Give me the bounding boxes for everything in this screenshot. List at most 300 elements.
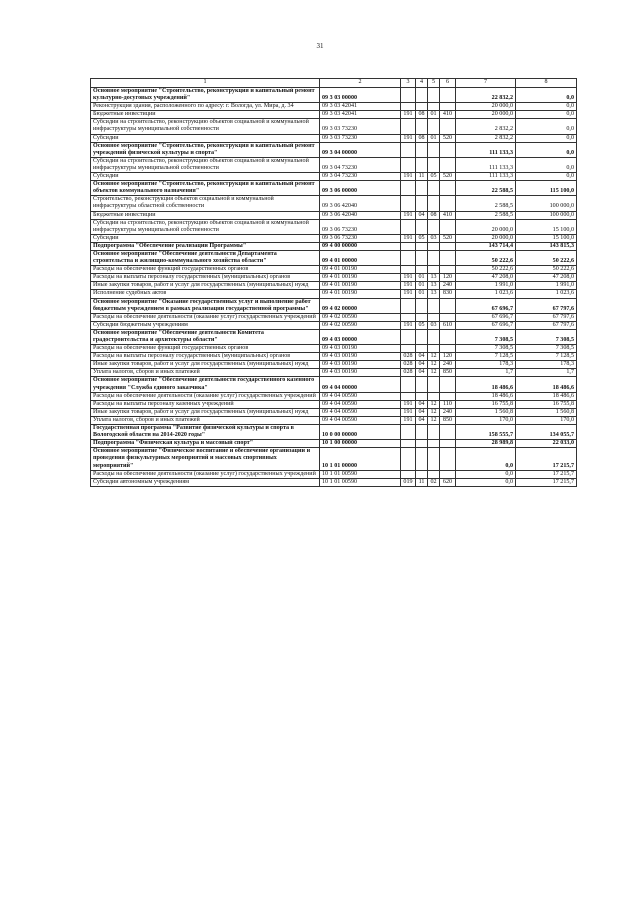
row-admin-cell	[401, 313, 416, 321]
row-section-cell: 04	[416, 211, 428, 219]
row-code-cell: 09 3 06 42040	[320, 196, 401, 211]
row-expense-type-cell	[440, 298, 456, 313]
row-admin-cell: 028	[401, 361, 416, 369]
row-name-cell: Государственная программа "Развитие физической культуры и спорта в Вологодской области на 2014-2020 годы"	[91, 425, 320, 440]
row-amount-col7-cell: 2 832,2	[456, 119, 516, 134]
row-admin-cell	[401, 103, 416, 111]
row-amount-col8-cell: 67 797,6	[516, 313, 577, 321]
row-admin-cell: 191	[401, 282, 416, 290]
table-row	[91, 196, 577, 211]
row-code-cell: 09 4 04 00590	[320, 392, 401, 400]
row-amount-col7-cell: 111 133,3	[456, 173, 516, 181]
row-amount-col8-cell: 100 000,0	[516, 196, 577, 211]
row-expense-type-cell	[440, 377, 456, 392]
row-section-cell	[416, 377, 428, 392]
row-section-cell: 01	[416, 274, 428, 282]
row-code-cell: 09 4 02 00590	[320, 321, 401, 329]
row-code-cell: 09 4 01 00000	[320, 250, 401, 265]
row-subsection-cell	[428, 219, 440, 234]
row-admin-cell	[401, 448, 416, 470]
row-amount-col7-cell: 20 000,0	[456, 234, 516, 242]
row-amount-col8-cell: 0,0	[516, 142, 577, 157]
row-name-cell: Расходы на обеспечение деятельности (оказание услуг) государственных учреждений	[91, 313, 320, 321]
row-amount-col8-cell: 16 755,8	[516, 400, 577, 408]
row-expense-type-cell	[440, 157, 456, 172]
row-expense-type-cell	[440, 329, 456, 344]
row-subsection-cell: 05	[428, 173, 440, 181]
row-amount-col8-cell: 0,0	[516, 88, 577, 103]
row-amount-col8-cell: 17 215,7	[516, 470, 577, 478]
row-name-cell: Иные закупки товаров, работ и услуг для государственных (муниципальных) нужд	[91, 408, 320, 416]
row-subsection-cell	[428, 119, 440, 134]
row-subsection-cell	[428, 266, 440, 274]
row-code-cell: 09 4 01 00190	[320, 282, 401, 290]
row-admin-cell: 191	[401, 211, 416, 219]
row-amount-col8-cell: 0,0	[516, 173, 577, 181]
table-row	[91, 377, 577, 392]
row-section-cell	[416, 425, 428, 440]
row-code-cell: 09 4 02 00590	[320, 313, 401, 321]
row-code-cell: 09 3 03 00000	[320, 88, 401, 103]
table-row	[91, 416, 577, 424]
row-subsection-cell	[428, 298, 440, 313]
row-subsection-cell: 13	[428, 290, 440, 298]
row-name-cell: Основное мероприятие "Строительство, реконструкция и капитальный ремонт культурно-досуговых учреждений"	[91, 88, 320, 103]
row-subsection-cell	[428, 142, 440, 157]
row-amount-col7-cell: 50 222,6	[456, 250, 516, 265]
row-amount-col8-cell: 18 486,6	[516, 392, 577, 400]
header-cell: 3	[401, 79, 416, 88]
row-amount-col8-cell: 18 486,6	[516, 377, 577, 392]
row-expense-type-cell	[440, 196, 456, 211]
row-amount-col8-cell: 134 055,7	[516, 425, 577, 440]
row-amount-col7-cell: 178,3	[456, 361, 516, 369]
row-admin-cell	[401, 440, 416, 448]
row-amount-col8-cell: 7 128,5	[516, 353, 577, 361]
row-amount-col7-cell: 22 832,2	[456, 88, 516, 103]
table-body	[91, 88, 577, 487]
table-row	[91, 282, 577, 290]
row-amount-col8-cell: 178,3	[516, 361, 577, 369]
row-code-cell: 09 3 04 73230	[320, 173, 401, 181]
row-section-cell: 04	[416, 416, 428, 424]
row-expense-type-cell: 120	[440, 353, 456, 361]
row-name-cell: Субсидии	[91, 234, 320, 242]
row-name-cell: Основное мероприятие "Строительство, реконструкция и капитальный ремонт учреждений физической культуры и спорта"	[91, 142, 320, 157]
row-section-cell	[416, 448, 428, 470]
row-section-cell	[416, 196, 428, 211]
row-subsection-cell	[428, 440, 440, 448]
row-section-cell	[416, 298, 428, 313]
table-row	[91, 211, 577, 219]
row-section-cell: 11	[416, 478, 428, 486]
row-code-cell: 10 1 00 00000	[320, 440, 401, 448]
row-amount-col7-cell: 28 989,8	[456, 440, 516, 448]
row-code-cell: 09 4 04 00590	[320, 416, 401, 424]
row-expense-type-cell	[440, 392, 456, 400]
row-expense-type-cell: 520	[440, 173, 456, 181]
row-expense-type-cell	[440, 103, 456, 111]
row-subsection-cell	[428, 157, 440, 172]
row-subsection-cell: 12	[428, 400, 440, 408]
row-amount-col8-cell: 0,0	[516, 119, 577, 134]
row-section-cell: 08	[416, 111, 428, 119]
row-admin-cell	[401, 196, 416, 211]
row-expense-type-cell: 830	[440, 290, 456, 298]
row-amount-col7-cell: 0,0	[456, 448, 516, 470]
row-name-cell: Бюджетные инвестиции	[91, 111, 320, 119]
row-amount-col7-cell: 18 486,6	[456, 392, 516, 400]
row-amount-col7-cell: 1 560,8	[456, 408, 516, 416]
row-expense-type-cell	[440, 181, 456, 196]
row-name-cell: Расходы на обеспечение функций государственных органов	[91, 345, 320, 353]
row-amount-col7-cell: 1 991,0	[456, 282, 516, 290]
header-cell: 7	[456, 79, 516, 88]
row-section-cell: 01	[416, 282, 428, 290]
row-admin-cell	[401, 119, 416, 134]
table-row	[91, 242, 577, 250]
table-row	[91, 321, 577, 329]
row-section-cell: 04	[416, 400, 428, 408]
row-admin-cell	[401, 392, 416, 400]
row-name-cell: Уплата налогов, сборов и иных платежей	[91, 369, 320, 377]
row-amount-col8-cell: 17 215,7	[516, 478, 577, 486]
row-name-cell: Подпрограмма "Физическая культура и массовый спорт"	[91, 440, 320, 448]
table-row	[91, 400, 577, 408]
row-amount-col7-cell: 67 696,7	[456, 321, 516, 329]
table-row	[91, 142, 577, 157]
row-section-cell	[416, 181, 428, 196]
row-admin-cell: 028	[401, 369, 416, 377]
row-amount-col7-cell: 20 000,0	[456, 111, 516, 119]
row-admin-cell	[401, 298, 416, 313]
row-section-cell: 11	[416, 173, 428, 181]
row-amount-col8-cell: 0,0	[516, 157, 577, 172]
row-code-cell: 09 3 03 73230	[320, 119, 401, 134]
row-amount-col8-cell: 0,0	[516, 134, 577, 142]
row-amount-col7-cell: 18 486,6	[456, 377, 516, 392]
row-amount-col8-cell: 100 000,0	[516, 211, 577, 219]
page-number: 31	[316, 42, 324, 50]
row-amount-col7-cell: 7 128,5	[456, 353, 516, 361]
row-expense-type-cell	[440, 88, 456, 103]
table-row	[91, 298, 577, 313]
row-admin-cell: 191	[401, 408, 416, 416]
row-expense-type-cell: 410	[440, 111, 456, 119]
header-cell: 5	[428, 79, 440, 88]
row-code-cell: 09 4 03 00190	[320, 369, 401, 377]
row-admin-cell: 191	[401, 173, 416, 181]
row-name-cell: Расходы на выплаты персоналу казенных учреждений	[91, 400, 320, 408]
row-code-cell: 09 4 01 00190	[320, 274, 401, 282]
row-subsection-cell	[428, 196, 440, 211]
row-admin-cell: 191	[401, 290, 416, 298]
row-admin-cell	[401, 219, 416, 234]
table-row	[91, 157, 577, 172]
row-admin-cell	[401, 142, 416, 157]
row-admin-cell: 191	[401, 416, 416, 424]
row-code-cell: 09 4 01 00190	[320, 290, 401, 298]
table-row	[91, 134, 577, 142]
row-amount-col7-cell: 2 588,5	[456, 211, 516, 219]
header-row	[91, 79, 577, 88]
row-amount-col7-cell: 22 588,5	[456, 181, 516, 196]
header-cell: 4	[416, 79, 428, 88]
row-subsection-cell: 13	[428, 274, 440, 282]
table-row	[91, 103, 577, 111]
table-row	[91, 440, 577, 448]
row-amount-col8-cell: 50 222,6	[516, 266, 577, 274]
row-amount-col8-cell: 1 560,8	[516, 408, 577, 416]
row-section-cell	[416, 440, 428, 448]
row-section-cell	[416, 250, 428, 265]
row-name-cell: Подпрограмма "Обеспечение реализации Программы"	[91, 242, 320, 250]
row-amount-col7-cell: 7 308,5	[456, 345, 516, 353]
row-expense-type-cell: 240	[440, 282, 456, 290]
row-subsection-cell: 03	[428, 234, 440, 242]
row-amount-col7-cell: 20 000,0	[456, 219, 516, 234]
row-admin-cell: 191	[401, 111, 416, 119]
row-amount-col8-cell: 1 023,6	[516, 290, 577, 298]
header-cell: 2	[320, 79, 401, 88]
row-subsection-cell: 08	[428, 211, 440, 219]
row-amount-col7-cell: 50 222,6	[456, 266, 516, 274]
row-amount-col7-cell: 67 696,7	[456, 298, 516, 313]
row-admin-cell: 191	[401, 274, 416, 282]
row-amount-col8-cell: 67 797,6	[516, 298, 577, 313]
row-subsection-cell: 12	[428, 369, 440, 377]
row-admin-cell	[401, 88, 416, 103]
row-amount-col8-cell: 143 815,3	[516, 242, 577, 250]
row-amount-col8-cell: 1 991,0	[516, 282, 577, 290]
row-subsection-cell	[428, 88, 440, 103]
row-admin-cell	[401, 329, 416, 344]
header-cell: 1	[91, 79, 320, 88]
row-name-cell: Иные закупки товаров, работ и услуг для государственных (муниципальных) нужд	[91, 361, 320, 369]
row-expense-type-cell: 120	[440, 274, 456, 282]
row-expense-type-cell	[440, 142, 456, 157]
row-expense-type-cell	[440, 250, 456, 265]
row-name-cell: Строительство, реконструкция объектов социальной и коммунальной инфраструктуры областной собственности	[91, 196, 320, 211]
row-subsection-cell	[428, 448, 440, 470]
row-admin-cell	[401, 377, 416, 392]
row-section-cell: 05	[416, 234, 428, 242]
row-section-cell: 05	[416, 321, 428, 329]
table-row	[91, 470, 577, 478]
row-expense-type-cell: 620	[440, 478, 456, 486]
row-code-cell: 09 4 04 00590	[320, 408, 401, 416]
row-expense-type-cell: 850	[440, 369, 456, 377]
row-code-cell: 09 3 03 42041	[320, 111, 401, 119]
row-amount-col7-cell: 0,0	[456, 470, 516, 478]
row-amount-col8-cell: 0,0	[516, 111, 577, 119]
row-expense-type-cell: 520	[440, 234, 456, 242]
row-admin-cell: 191	[401, 321, 416, 329]
row-section-cell	[416, 266, 428, 274]
row-name-cell: Основное мероприятие "Строительство, реконструкция и капитальный ремонт объектов коммунального назначения"	[91, 181, 320, 196]
row-code-cell: 09 4 03 00000	[320, 329, 401, 344]
row-admin-cell	[401, 345, 416, 353]
row-name-cell: Субсидии на строительство, реконструкцию объектов социальной и коммунальной инфраструктуры муниципальной собственности	[91, 119, 320, 134]
row-code-cell: 09 4 01 00190	[320, 266, 401, 274]
table-row	[91, 448, 577, 470]
row-code-cell: 09 3 06 73230	[320, 219, 401, 234]
row-name-cell: Субсидии	[91, 173, 320, 181]
row-admin-cell	[401, 425, 416, 440]
row-name-cell: Основное мероприятие "Обеспечение деятельности государственного казенного учреждения "Служба единого заказчика"	[91, 377, 320, 392]
row-expense-type-cell	[440, 266, 456, 274]
row-name-cell: Основное мероприятие "Обеспечение деятельности Комитета градостроительства и архитектуры области"	[91, 329, 320, 344]
row-name-cell: Реконструкция здания, расположенного по адресу: г. Вологда, ул. Мира, д. 34	[91, 103, 320, 111]
table-row	[91, 181, 577, 196]
table-row	[91, 274, 577, 282]
row-amount-col8-cell: 0,0	[516, 103, 577, 111]
row-expense-type-cell: 610	[440, 321, 456, 329]
row-name-cell: Субсидии автономным учреждениям	[91, 478, 320, 486]
row-amount-col7-cell: 47 208,0	[456, 274, 516, 282]
row-name-cell: Расходы на обеспечение деятельности (оказание услуг) государственных учреждений	[91, 470, 320, 478]
row-section-cell: 08	[416, 134, 428, 142]
row-name-cell: Уплата налогов, сборов и иных платежей	[91, 416, 320, 424]
row-section-cell	[416, 88, 428, 103]
table-row	[91, 313, 577, 321]
row-admin-cell: 191	[401, 234, 416, 242]
table-row	[91, 392, 577, 400]
row-subsection-cell	[428, 103, 440, 111]
row-expense-type-cell	[440, 448, 456, 470]
header-cell: 8	[516, 79, 577, 88]
row-subsection-cell	[428, 250, 440, 265]
row-expense-type-cell: 110	[440, 400, 456, 408]
row-admin-cell: 019	[401, 478, 416, 486]
row-name-cell: Субсидии бюджетным учреждениям	[91, 321, 320, 329]
row-name-cell: Иные закупки товаров, работ и услуг для государственных (муниципальных) нужд	[91, 282, 320, 290]
row-amount-col7-cell: 111 133,3	[456, 157, 516, 172]
row-code-cell: 09 4 04 00590	[320, 400, 401, 408]
row-name-cell: Расходы на обеспечение функций государственных органов	[91, 266, 320, 274]
row-admin-cell	[401, 266, 416, 274]
table-row	[91, 219, 577, 234]
row-amount-col7-cell: 1,7	[456, 369, 516, 377]
row-code-cell: 09 3 06 42040	[320, 211, 401, 219]
row-subsection-cell	[428, 329, 440, 344]
row-code-cell: 09 4 03 00190	[320, 361, 401, 369]
row-code-cell: 10 0 00 00000	[320, 425, 401, 440]
row-name-cell: Расходы на выплаты персоналу государственных (муниципальных) органов	[91, 274, 320, 282]
row-section-cell	[416, 345, 428, 353]
row-subsection-cell	[428, 425, 440, 440]
row-amount-col8-cell: 15 100,0	[516, 219, 577, 234]
row-amount-col7-cell: 2 588,5	[456, 196, 516, 211]
row-amount-col8-cell: 17 215,7	[516, 448, 577, 470]
row-subsection-cell	[428, 181, 440, 196]
table-row	[91, 290, 577, 298]
row-subsection-cell: 13	[428, 282, 440, 290]
row-name-cell: Основное мероприятие "Обеспечение деятельности Департамента строительства и жилищно-коммунального хозяйства области"	[91, 250, 320, 265]
row-amount-col7-cell: 143 714,4	[456, 242, 516, 250]
row-amount-col7-cell: 158 555,7	[456, 425, 516, 440]
row-code-cell: 09 4 02 00000	[320, 298, 401, 313]
table-row	[91, 408, 577, 416]
row-subsection-cell	[428, 470, 440, 478]
row-amount-col7-cell: 1 023,6	[456, 290, 516, 298]
row-amount-col8-cell: 50 222,6	[516, 250, 577, 265]
row-subsection-cell: 03	[428, 321, 440, 329]
row-section-cell	[416, 392, 428, 400]
row-admin-cell	[401, 470, 416, 478]
row-code-cell: 09 4 03 00190	[320, 353, 401, 361]
row-expense-type-cell	[440, 345, 456, 353]
table-row	[91, 88, 577, 103]
table-row	[91, 234, 577, 242]
row-section-cell	[416, 313, 428, 321]
row-admin-cell: 028	[401, 353, 416, 361]
row-section-cell	[416, 119, 428, 134]
header-cell: 6	[440, 79, 456, 88]
row-subsection-cell: 02	[428, 478, 440, 486]
row-subsection-cell	[428, 345, 440, 353]
row-section-cell	[416, 103, 428, 111]
row-amount-col7-cell: 7 308,5	[456, 329, 516, 344]
row-subsection-cell: 01	[428, 111, 440, 119]
row-section-cell	[416, 242, 428, 250]
row-name-cell: Субсидии на строительство, реконструкцию объектов социальной и коммунальной инфраструктуры муниципальной собственности	[91, 157, 320, 172]
row-expense-type-cell: 850	[440, 416, 456, 424]
row-code-cell: 09 4 04 00000	[320, 377, 401, 392]
row-admin-cell	[401, 242, 416, 250]
row-amount-col7-cell: 67 696,7	[456, 313, 516, 321]
row-section-cell: 01	[416, 290, 428, 298]
row-code-cell: 09 3 06 00000	[320, 181, 401, 196]
row-amount-col8-cell: 115 100,0	[516, 181, 577, 196]
row-name-cell: Основное мероприятие "Физическое воспитание и обеспечение организации и проведения физкультурных мероприятий и массовых спортивных мероприятий"	[91, 448, 320, 470]
row-name-cell: Субсидии на строительство, реконструкцию объектов социальной и коммунальной инфраструктуры муниципальной собственности	[91, 219, 320, 234]
table-row	[91, 119, 577, 134]
row-subsection-cell: 01	[428, 134, 440, 142]
row-code-cell: 09 3 04 00000	[320, 142, 401, 157]
row-code-cell: 09 3 06 73230	[320, 234, 401, 242]
row-section-cell: 04	[416, 408, 428, 416]
row-name-cell: Основное мероприятие "Оказание государственных услуг и выполнение работ бюджетным учреждением в рамках реализации государственной программы"	[91, 298, 320, 313]
row-section-cell	[416, 470, 428, 478]
row-name-cell: Бюджетные инвестиции	[91, 211, 320, 219]
row-code-cell: 09 4 03 00190	[320, 345, 401, 353]
row-admin-cell	[401, 157, 416, 172]
row-amount-col8-cell: 67 797,6	[516, 321, 577, 329]
row-amount-col8-cell: 15 100,0	[516, 234, 577, 242]
row-name-cell: Расходы на выплаты персоналу государственных (муниципальных) органов	[91, 353, 320, 361]
row-admin-cell	[401, 181, 416, 196]
table-row	[91, 353, 577, 361]
table-row	[91, 425, 577, 440]
row-name-cell: Расходы на обеспечение деятельности (оказание услуг) государственных учреждений	[91, 392, 320, 400]
row-section-cell: 04	[416, 369, 428, 377]
row-amount-col8-cell: 22 033,0	[516, 440, 577, 448]
row-subsection-cell	[428, 392, 440, 400]
row-amount-col8-cell: 1,7	[516, 369, 577, 377]
row-code-cell: 10 1 01 00590	[320, 478, 401, 486]
row-amount-col8-cell: 7 308,5	[516, 329, 577, 344]
row-section-cell: 04	[416, 353, 428, 361]
row-admin-cell: 191	[401, 134, 416, 142]
row-section-cell	[416, 157, 428, 172]
table-row	[91, 345, 577, 353]
budget-table	[90, 78, 577, 487]
row-admin-cell: 191	[401, 400, 416, 408]
table-row	[91, 361, 577, 369]
row-subsection-cell: 12	[428, 408, 440, 416]
row-amount-col7-cell: 0,0	[456, 478, 516, 486]
